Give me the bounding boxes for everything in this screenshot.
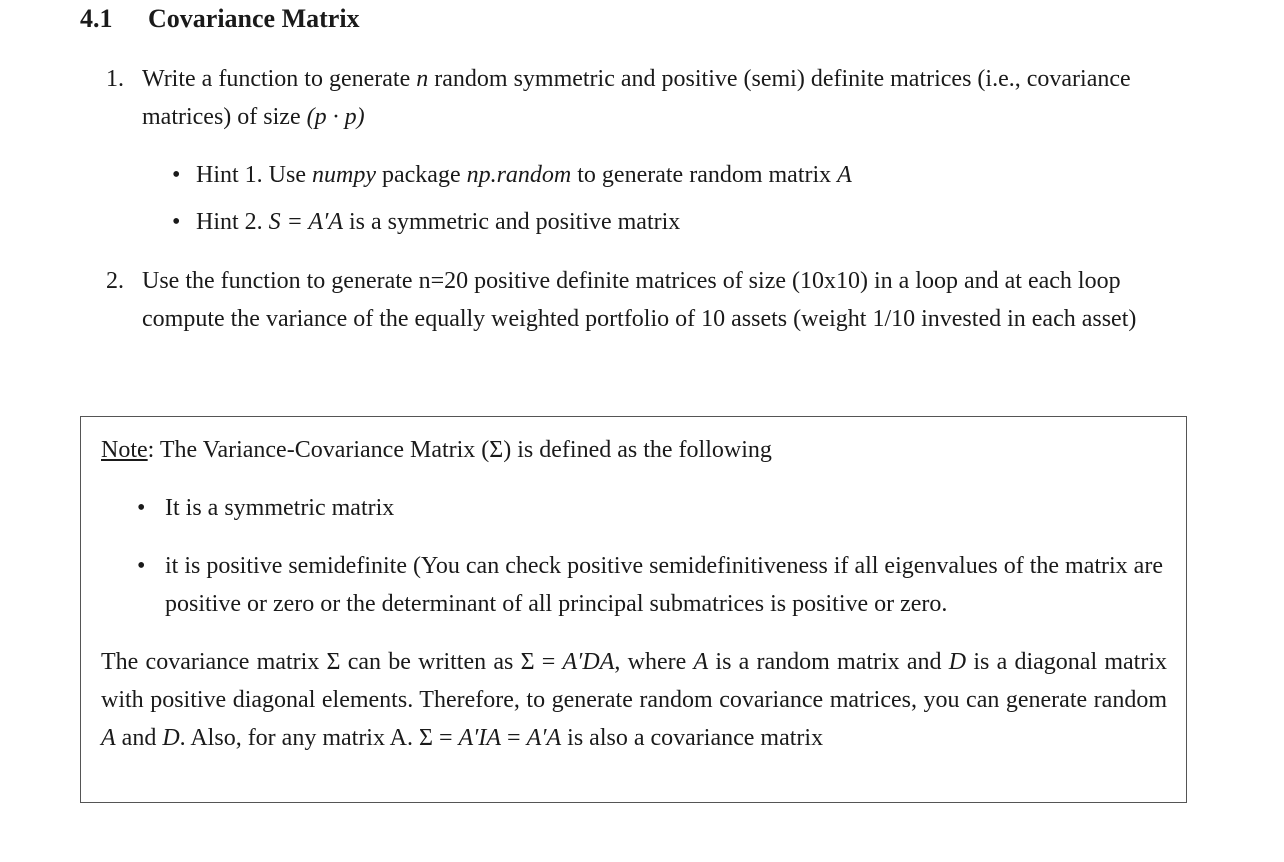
note-bullet-text: It is a symmetric matrix xyxy=(165,495,395,521)
note-paragraph xyxy=(101,643,1167,757)
para-part: . Also, for any matrix A. Σ = xyxy=(179,725,459,751)
hint-text-part: package xyxy=(375,162,467,188)
hint-pkg: numpy xyxy=(312,162,376,188)
item-text: Use the function to generate n=20 positive definite matrices of size (10x10) in a loop and at each loop compute the variance of the equally weighted portfolio of 10 assets (weight 1/10 invested in each asset) xyxy=(142,268,1137,332)
math-expr: A′IA xyxy=(458,725,502,751)
note-heading xyxy=(101,431,772,469)
hint-text-part: Hint 2. xyxy=(196,209,269,235)
para-part: is also a covariance matrix xyxy=(561,725,824,751)
hint-text xyxy=(196,162,852,188)
bullet-icon: • xyxy=(137,495,146,521)
hint-text-part: is a symmetric and positive matrix xyxy=(343,209,681,235)
math-n: n xyxy=(416,66,429,92)
note-bullet-1 xyxy=(137,489,1167,527)
item-number: 1. xyxy=(106,66,124,92)
hint-func: np.random xyxy=(466,162,572,188)
para-part: = xyxy=(501,725,527,751)
bullet-icon: • xyxy=(172,162,181,188)
item-text xyxy=(142,60,1196,136)
section-heading xyxy=(80,4,360,34)
bullet-icon: • xyxy=(172,209,181,235)
para-part: and xyxy=(115,725,163,751)
math-expr: D xyxy=(162,725,180,751)
list-item-2 xyxy=(106,262,1196,338)
hint-text-part: Hint 1. Use xyxy=(196,162,312,188)
math-expr: A xyxy=(693,649,709,675)
note-heading-text: : The Variance-Covariance Matrix (Σ) is defined as the following xyxy=(147,437,772,463)
math-expr: D xyxy=(948,649,967,675)
list-item-1 xyxy=(106,60,1196,136)
section-title: Covariance Matrix xyxy=(148,4,360,33)
para-part: The covariance matrix Σ can be written as Σ = xyxy=(101,649,563,675)
hint-2 xyxy=(172,203,680,241)
math-size: (p · p) xyxy=(306,104,365,130)
math-a: A xyxy=(837,162,852,188)
para-part: is a random matrix and xyxy=(708,649,949,675)
math-expr: A′A xyxy=(526,725,562,751)
item-text-part: random symmetric and positive (semi) definite matrices (i.e., covariance matrices) of size xyxy=(142,66,1131,130)
para-part: , where xyxy=(614,649,694,675)
hint-1 xyxy=(172,156,852,194)
item-text-part: Write a function to generate xyxy=(142,66,417,92)
note-label: Note xyxy=(101,437,148,463)
math-expr: A′DA xyxy=(562,649,615,675)
hint-text-part: to generate random matrix xyxy=(571,162,838,188)
math-expr: A xyxy=(101,725,116,751)
hint-text xyxy=(196,209,680,235)
note-box xyxy=(80,416,1187,803)
note-bullet-2 xyxy=(137,547,1167,623)
bullet-icon: • xyxy=(137,553,146,579)
para-part: is a diagonal matrix with positive diagonal elements. Therefore, to generate random covariance matrices, you can generate random xyxy=(101,649,1167,713)
note-bullet-text: it is positive semidefinite (You can check positive semidefinitiveness if all eigenvalues of the matrix are positive or zero or the determinant of all principal submatrices is positive or zero. xyxy=(165,553,1163,617)
section-number: 4.1 xyxy=(80,4,113,33)
item-number: 2. xyxy=(106,268,124,294)
math-expr: S = A′A xyxy=(268,209,344,235)
